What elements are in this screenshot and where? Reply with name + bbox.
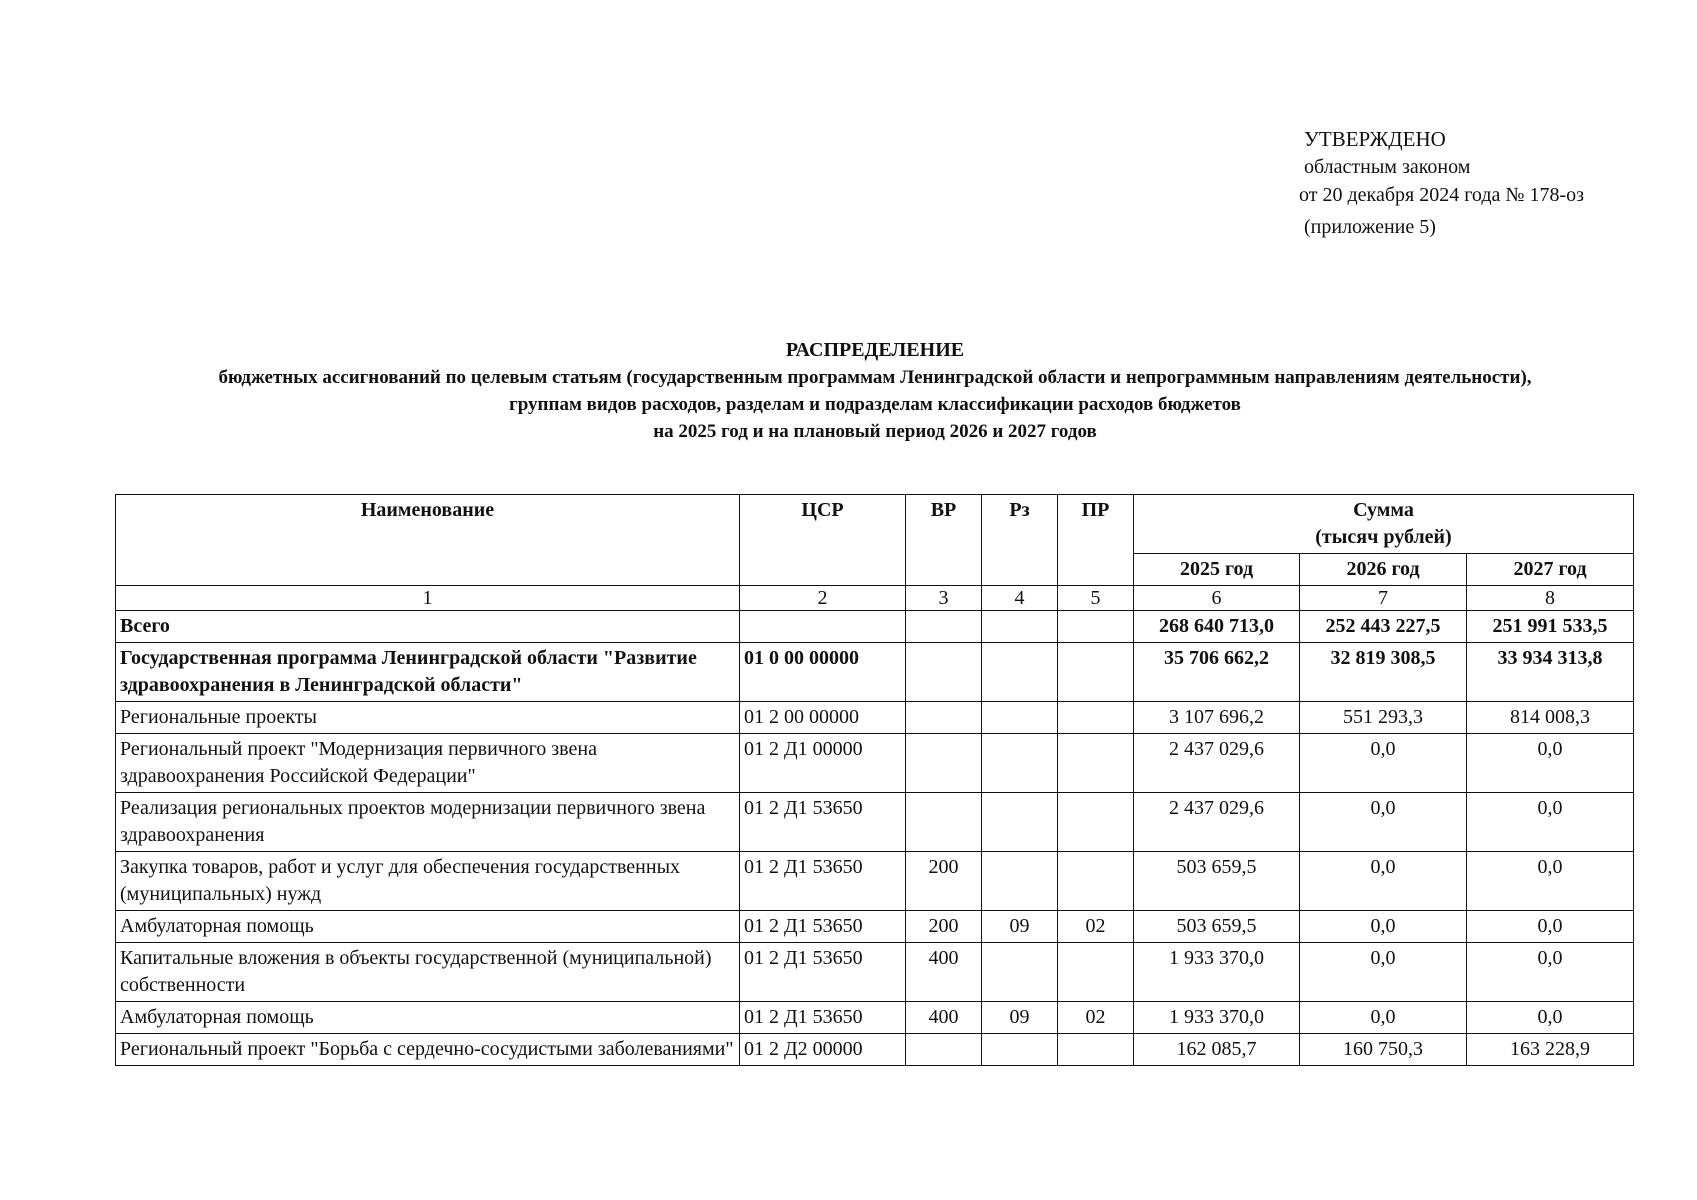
cell-name: Региональные проекты	[116, 702, 740, 734]
cell-2025: 1 933 370,0	[1134, 1002, 1300, 1034]
cell-vr	[906, 734, 982, 793]
column-index-row	[116, 586, 1634, 611]
cell-2027: 0,0	[1467, 734, 1634, 793]
cell-2027: 251 991 533,5	[1467, 611, 1634, 643]
table-row	[116, 911, 1634, 943]
cell-rz	[982, 1034, 1058, 1066]
cell-2025: 503 659,5	[1134, 911, 1300, 943]
table-body	[116, 586, 1634, 1066]
cell-vr: 200	[906, 852, 982, 911]
cell-csr: 01 2 Д1 53650	[740, 943, 906, 1002]
cell-2026: 160 750,3	[1300, 1034, 1467, 1066]
approval-law: областным законом	[1304, 156, 1471, 178]
cell-2025: 2 437 029,6	[1134, 734, 1300, 793]
cell-pr	[1058, 793, 1134, 852]
header-rz: Рз	[982, 495, 1058, 586]
cell-2025: 1 933 370,0	[1134, 943, 1300, 1002]
cell-2027: 163 228,9	[1467, 1034, 1634, 1066]
cell-name: Закупка товаров, работ и услуг для обеспечения государственных (муниципальных) нужд	[116, 852, 740, 911]
cell-csr: 01 2 Д1 53650	[740, 793, 906, 852]
cell-rz	[982, 643, 1058, 702]
cell-pr	[1058, 734, 1134, 793]
cell-2025: 162 085,7	[1134, 1034, 1300, 1066]
cell-name: Региональный проект "Борьба с сердечно-сосудистыми заболеваниями"	[116, 1034, 740, 1066]
cell-csr: 01 2 Д1 53650	[740, 852, 906, 911]
column-index: 4	[982, 586, 1058, 611]
cell-vr	[906, 793, 982, 852]
approval-stamp	[1299, 125, 1585, 241]
cell-2027: 0,0	[1467, 1002, 1634, 1034]
cell-pr: 02	[1058, 1002, 1134, 1034]
cell-pr	[1058, 702, 1134, 734]
approval-title: УТВЕРЖДЕНО	[1304, 127, 1446, 151]
cell-2025: 2 437 029,6	[1134, 793, 1300, 852]
cell-2026: 0,0	[1300, 852, 1467, 911]
cell-rz: 09	[982, 1002, 1058, 1034]
column-index: 8	[1467, 586, 1634, 611]
cell-rz: 09	[982, 911, 1058, 943]
cell-2027: 814 008,3	[1467, 702, 1634, 734]
cell-vr: 200	[906, 911, 982, 943]
cell-rz	[982, 943, 1058, 1002]
cell-name: Региональный проект "Модернизация первичного звена здравоохранения Российской Федерации"	[116, 734, 740, 793]
cell-2026: 0,0	[1300, 1002, 1467, 1034]
table-row	[116, 852, 1634, 911]
header-year-2025: 2025 год	[1134, 554, 1300, 586]
document-title: РАСПРЕДЕЛЕНИЕ	[785, 339, 965, 361]
cell-vr: 400	[906, 1002, 982, 1034]
cell-rz	[982, 734, 1058, 793]
cell-vr	[906, 643, 982, 702]
header-vr: ВР	[906, 495, 982, 586]
cell-2027: 0,0	[1467, 943, 1634, 1002]
header-csr: ЦСР	[740, 495, 906, 586]
table-row	[116, 1034, 1634, 1066]
approval-date: от 20 декабря 2024 года № 178-оз	[1299, 184, 1585, 206]
cell-rz	[982, 793, 1058, 852]
table-row	[116, 734, 1634, 793]
cell-pr: 02	[1058, 911, 1134, 943]
cell-csr: 01 2 00 00000	[740, 702, 906, 734]
column-index: 6	[1134, 586, 1300, 611]
cell-2025: 268 640 713,0	[1134, 611, 1300, 643]
cell-name: Амбулаторная помощь	[116, 1002, 740, 1034]
table-row	[116, 1002, 1634, 1034]
cell-csr: 01 2 Д1 53650	[740, 1002, 906, 1034]
cell-2027: 0,0	[1467, 793, 1634, 852]
cell-rz	[982, 611, 1058, 643]
cell-pr	[1058, 643, 1134, 702]
cell-2026: 0,0	[1300, 911, 1467, 943]
cell-name: Всего	[116, 611, 740, 643]
cell-csr: 01 0 00 00000	[740, 643, 906, 702]
cell-2026: 551 293,3	[1300, 702, 1467, 734]
cell-name: Государственная программа Ленинградской области "Развитие здравоохранения в Ленинградской области"	[116, 643, 740, 702]
table-row	[116, 793, 1634, 852]
cell-2026: 0,0	[1300, 734, 1467, 793]
cell-pr	[1058, 852, 1134, 911]
document-heading	[0, 337, 1697, 445]
cell-vr	[906, 1034, 982, 1066]
document-subtitle-line-3: на 2025 год и на плановый период 2026 и 2027 годов	[653, 421, 1097, 442]
cell-2026: 252 443 227,5	[1300, 611, 1467, 643]
document-subtitle-line-2: группам видов расходов, разделам и подразделам классификации расходов бюджетов	[509, 394, 1241, 415]
cell-csr: 01 2 Д1 53650	[740, 911, 906, 943]
cell-vr	[906, 702, 982, 734]
cell-rz	[982, 702, 1058, 734]
cell-rz	[982, 852, 1058, 911]
cell-2025: 35 706 662,2	[1134, 643, 1300, 702]
document-subtitle-line-1: бюджетных ассигнований по целевым статьям (государственным программам Ленинградской области и непрограммным направлениям деятельности),	[218, 367, 1532, 388]
cell-vr	[906, 611, 982, 643]
header-year-2027: 2027 год	[1467, 554, 1634, 586]
table-row	[116, 943, 1634, 1002]
header-pr: ПР	[1058, 495, 1134, 586]
table-row	[116, 611, 1634, 643]
cell-name: Амбулаторная помощь	[116, 911, 740, 943]
budget-table	[115, 494, 1634, 1066]
cell-2026: 0,0	[1300, 793, 1467, 852]
cell-2027: 33 934 313,8	[1467, 643, 1634, 702]
cell-pr	[1058, 611, 1134, 643]
cell-name: Реализация региональных проектов модернизации первичного звена здравоохранения	[116, 793, 740, 852]
column-index: 5	[1058, 586, 1134, 611]
approval-appendix: (приложение 5)	[1304, 216, 1436, 238]
column-index: 7	[1300, 586, 1467, 611]
cell-2026: 32 819 308,5	[1300, 643, 1467, 702]
header-sum	[1134, 495, 1634, 554]
cell-2026: 0,0	[1300, 943, 1467, 1002]
cell-2027: 0,0	[1467, 911, 1634, 943]
cell-csr: 01 2 Д2 00000	[740, 1034, 906, 1066]
cell-2025: 3 107 696,2	[1134, 702, 1300, 734]
column-index: 1	[116, 586, 740, 611]
cell-2027: 0,0	[1467, 852, 1634, 911]
cell-2025: 503 659,5	[1134, 852, 1300, 911]
column-index: 3	[906, 586, 982, 611]
table-row	[116, 702, 1634, 734]
header-name: Наименование	[116, 495, 740, 586]
header-sum-title: Сумма	[1353, 499, 1414, 521]
column-index: 2	[740, 586, 906, 611]
header-sum-unit: (тысяч рублей)	[1315, 526, 1452, 548]
cell-csr	[740, 611, 906, 643]
cell-csr: 01 2 Д1 00000	[740, 734, 906, 793]
cell-name: Капитальные вложения в объекты государственной (муниципальной) собственности	[116, 943, 740, 1002]
header-year-2026: 2026 год	[1300, 554, 1467, 586]
table-row	[116, 643, 1634, 702]
cell-vr: 400	[906, 943, 982, 1002]
cell-pr	[1058, 1034, 1134, 1066]
cell-pr	[1058, 943, 1134, 1002]
